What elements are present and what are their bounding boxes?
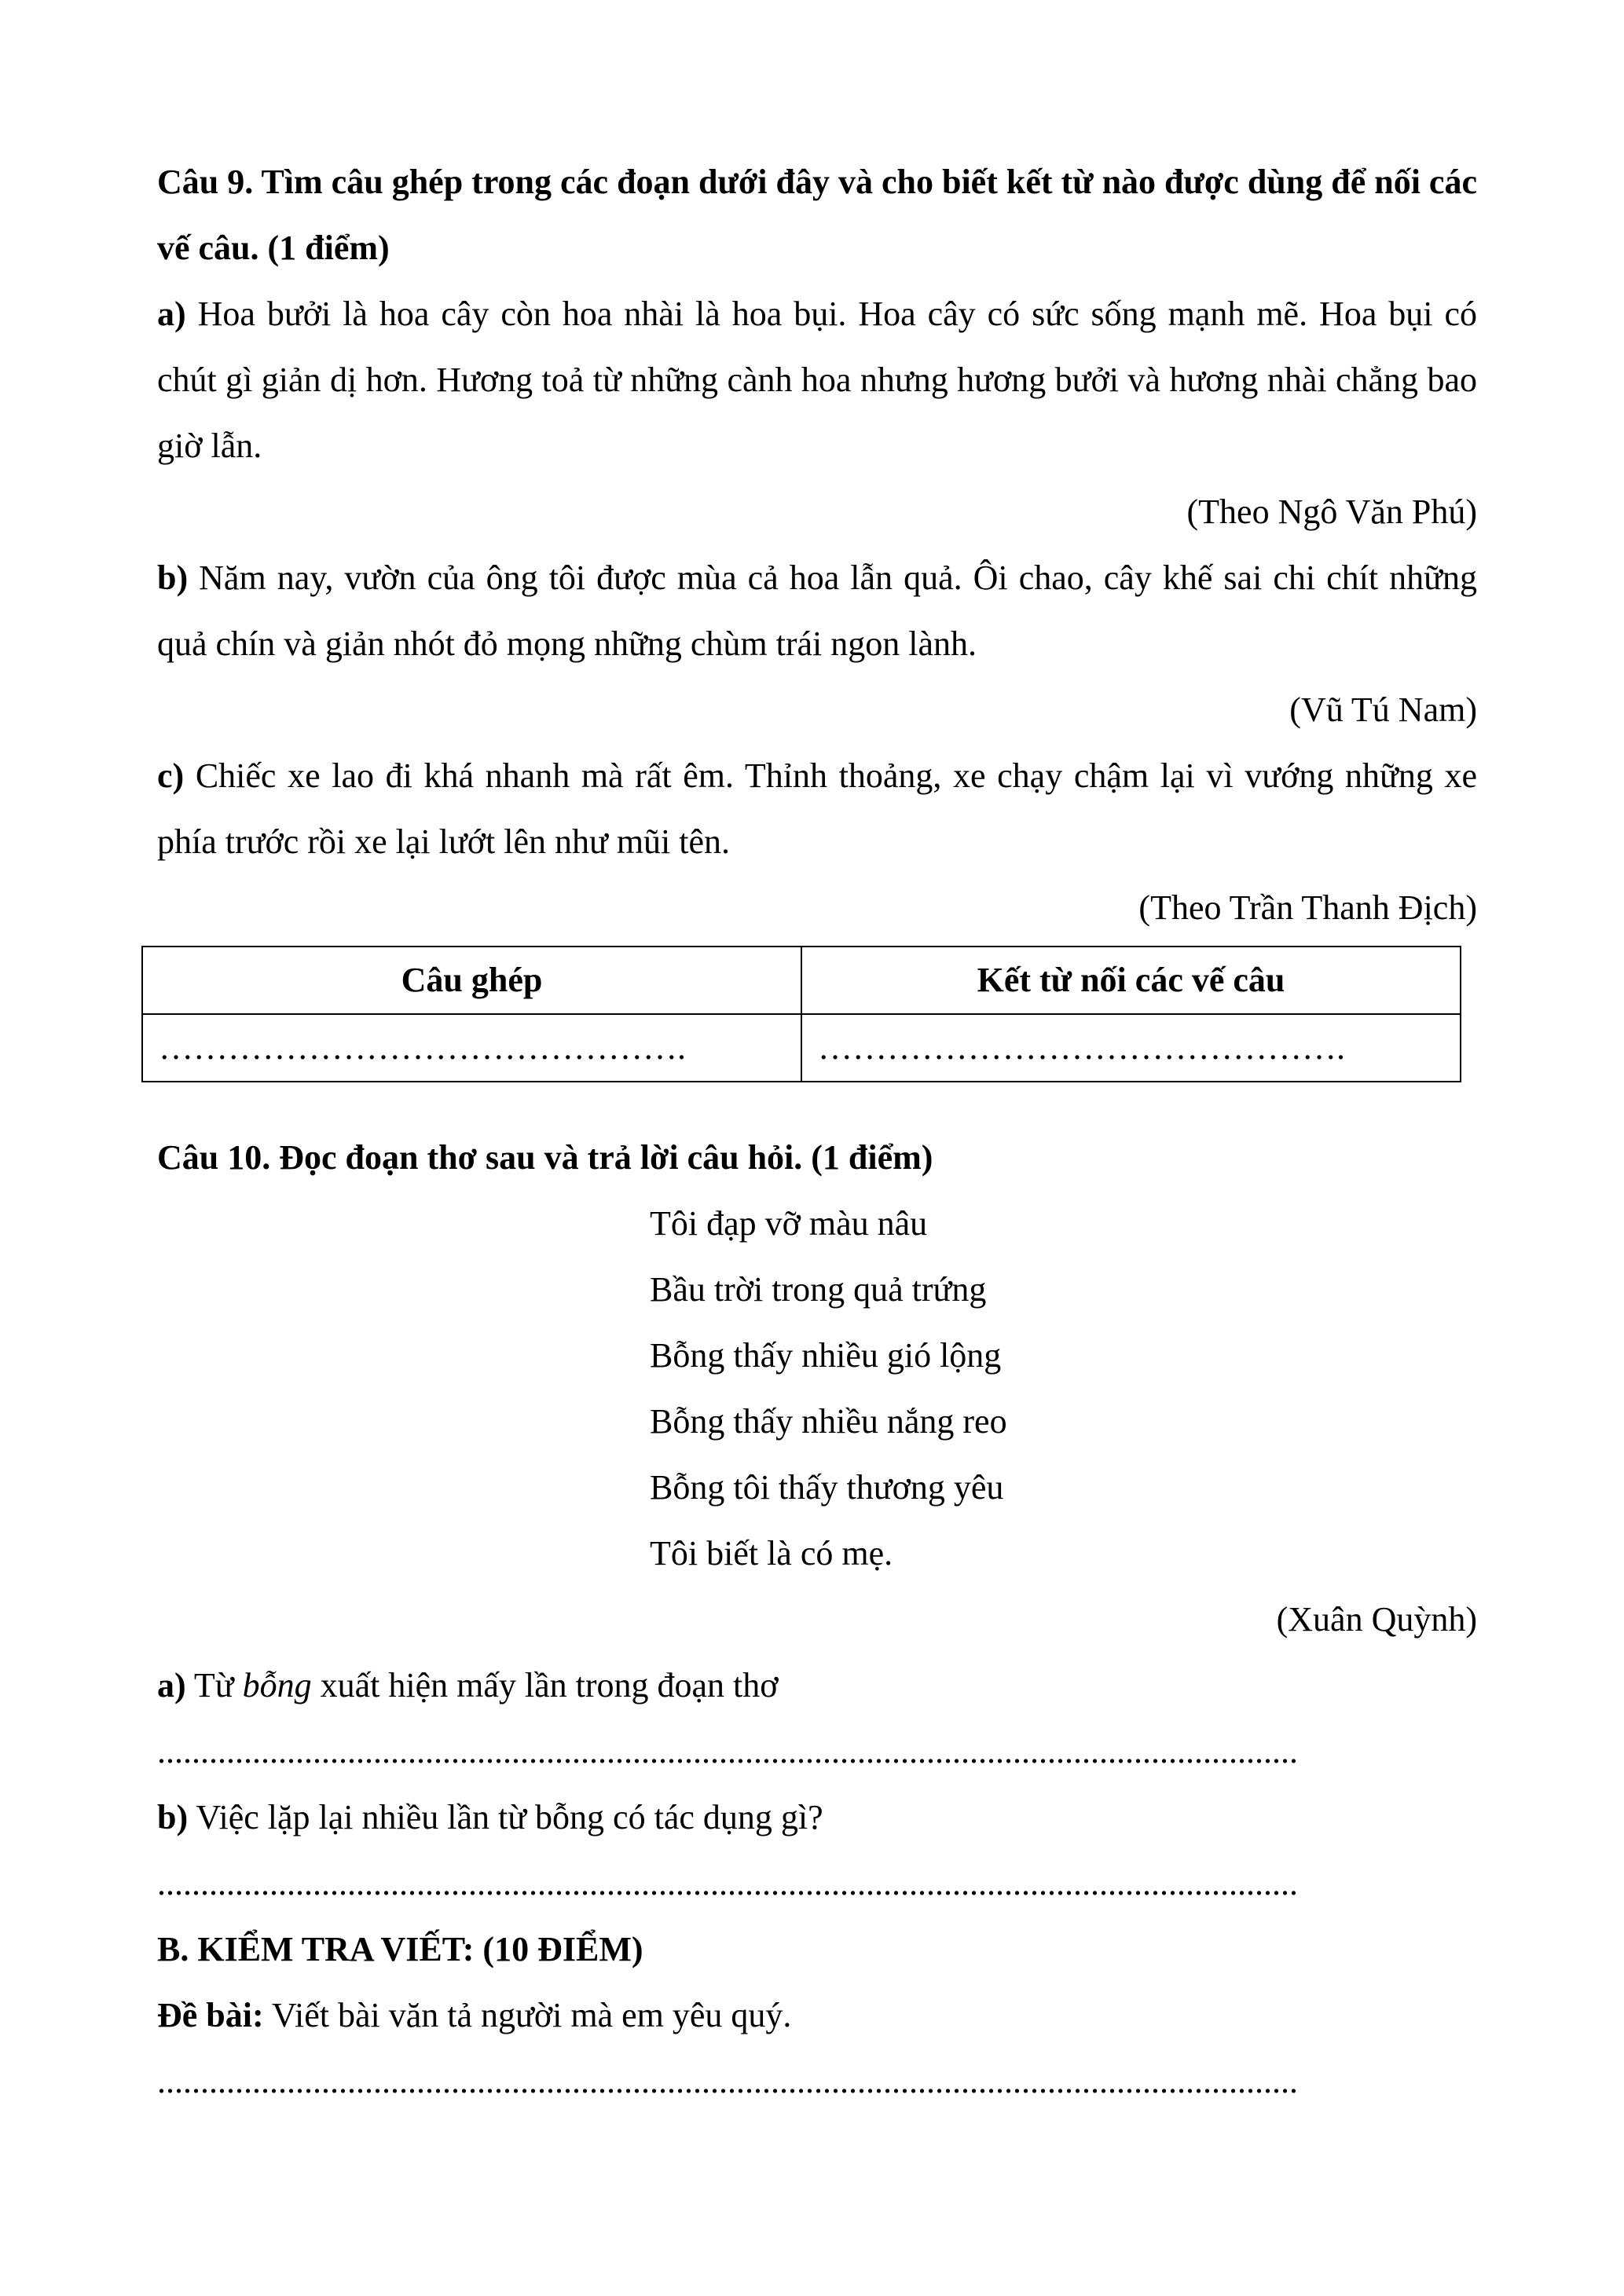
q9-a-label: a) [157, 295, 186, 333]
essay-answer-blank[interactable]: .................................................................................................................................... [157, 2062, 1298, 2100]
page-content [157, 149, 1477, 2115]
part-b-title: B. KIỂM TRA VIẾT: (10 ĐIỂM) [157, 1930, 643, 1968]
poem-line: Bỗng tôi thấy thương yêu [650, 1468, 1004, 1507]
part-b-prompt [157, 1983, 1477, 2049]
q10-a-answer-blank[interactable]: .................................................................................................................................... [157, 1732, 1298, 1771]
q10-b-text: Việc lặp lại nhiều lần từ bỗng có tác dụng gì? [188, 1798, 823, 1836]
q9-c-label: c) [157, 756, 185, 795]
q10-a-word: bỗng [242, 1666, 312, 1705]
q9-title: Câu 9. Tìm câu ghép trong các đoạn dưới đây và cho biết kết từ nào được dùng để nối các vế câu. (1 điểm) [157, 163, 1477, 267]
answer-table-header-row [142, 947, 1461, 1014]
q10-part-a [157, 1653, 1477, 1719]
col-header-compound-sentence: Câu ghép [142, 947, 801, 1014]
q9-c-text: Chiếc xe lao đi khá nhanh mà rất êm. Thỉnh thoảng, xe chạy chậm lại vì vướng những xe phía trước rồi xe lại lướt lên như mũi tên. [157, 756, 1477, 861]
q10-title: Câu 10. Đọc đoạn thơ sau và trả lời câu hỏi. (1 điểm) [157, 1138, 933, 1177]
poem-line: Bỗng thấy nhiều nắng reo [650, 1402, 1007, 1441]
poem [157, 1191, 1477, 1587]
q9-a-text: Hoa bưởi là hoa cây còn hoa nhài là hoa bụi. Hoa cây có sức sống mạnh mẽ. Hoa bụi có chút gì giản dị hơn. Hương toả từ những cành hoa nhưng hương bưởi và hương nhài chẳng bao giờ lẫn. [157, 295, 1477, 465]
q10-b-answer-blank[interactable]: .................................................................................................................................... [157, 1864, 1298, 1902]
poem-source: (Xuân Quỳnh) [1276, 1600, 1477, 1639]
poem-line: Bầu trời trong quả trứng [650, 1270, 987, 1309]
section-gap [157, 1082, 1477, 1125]
poem-line: Tôi biết là có mẹ. [650, 1534, 893, 1573]
answer-table [141, 946, 1461, 1082]
q9-b-source: (Vũ Tú Nam) [1289, 690, 1477, 729]
prompt-text: Viết bài văn tả người mà em yêu quý. [263, 1996, 792, 2034]
col-header-conjunction: Kết từ nối các vế câu [801, 947, 1461, 1014]
q10-b-label: b) [157, 1798, 189, 1836]
q9-b-text: Năm nay, vườn của ông tôi được mùa cả hoa lẫn quả. Ôi chao, cây khế sai chi chít những quả chín và giản nhót đỏ mọng những chùm trái ngon lành. [157, 558, 1477, 663]
poem-line: Bỗng thấy nhiều gió lộng [650, 1336, 1002, 1375]
compound-sentence-answer-blank[interactable]: ………………………………………. [142, 1014, 801, 1082]
q10-a-pre: Từ [185, 1666, 243, 1705]
poem-line: Tôi đạp vỡ màu nâu [650, 1204, 928, 1243]
answer-table-row [142, 1014, 1461, 1082]
q9-c-source: (Theo Trần Thanh Địch) [1138, 888, 1477, 927]
prompt-label: Đề bài: [157, 1996, 264, 2034]
q9-part-a [157, 281, 1477, 479]
q9-a-source: (Theo Ngô Văn Phú) [1186, 493, 1477, 531]
conjunction-answer-blank[interactable]: ………………………………………. [801, 1014, 1461, 1082]
q10-part-b [157, 1785, 1477, 1851]
q10-a-post: xuất hiện mấy lần trong đoạn thơ [311, 1666, 779, 1705]
q10-a-label: a) [157, 1666, 186, 1705]
q9-part-c [157, 743, 1477, 875]
q9-part-b [157, 545, 1477, 677]
q9-b-label: b) [157, 558, 189, 597]
